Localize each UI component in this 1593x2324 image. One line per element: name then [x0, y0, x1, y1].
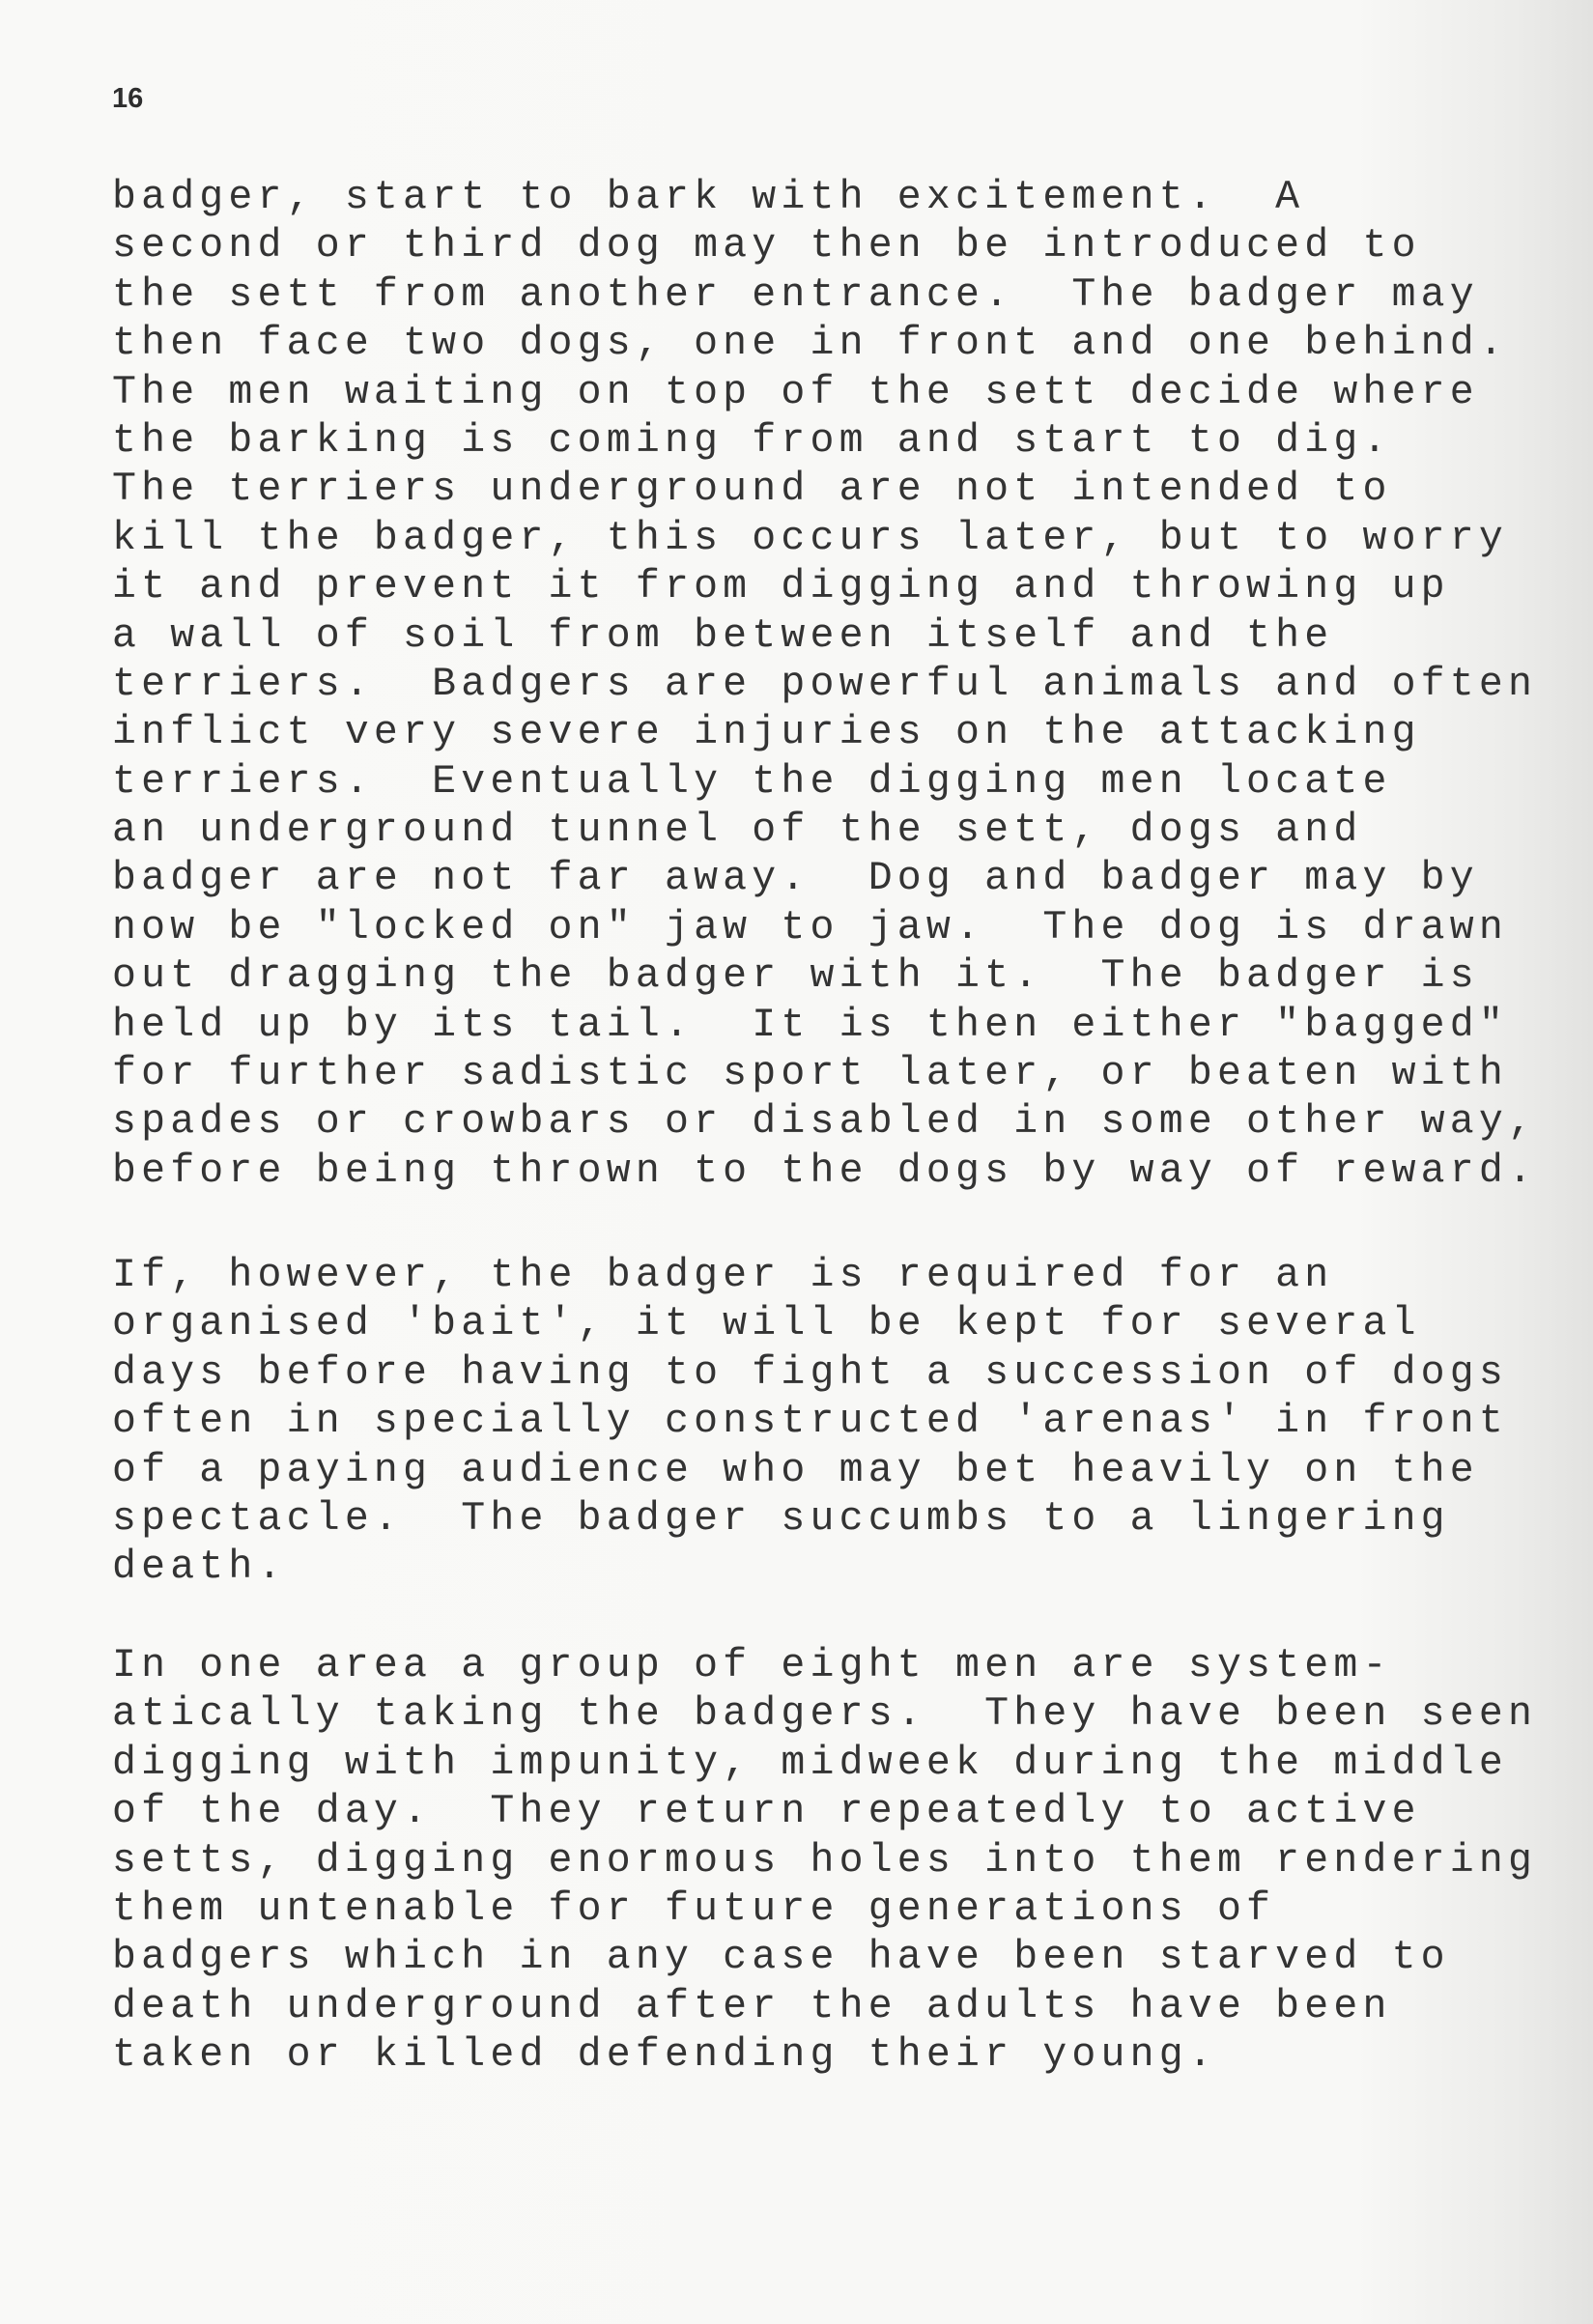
text-line: of a paying audience who may bet heavily on the: [112, 1447, 1479, 1493]
text-line: before being thrown to the dogs by way of reward.: [112, 1148, 1538, 1194]
text-line: The men waiting on top of the sett decide where: [112, 369, 1479, 415]
text-line: taken or killed defending their young.: [112, 2032, 1217, 2079]
text-line: kill the badger, this occurs later, but to worry: [112, 515, 1508, 561]
text-line: In one area a group of eight men are system-: [112, 1643, 1392, 1688]
text-line: terriers. Eventually the digging men locate: [112, 758, 1392, 805]
text-line: If, however, the badger is required for an: [112, 1253, 1334, 1298]
text-line: out dragging the badger with it. The badger is: [112, 953, 1479, 1000]
paragraph-group-of-men: [112, 1642, 1537, 2081]
text-line: second or third dog may then be introduced to: [112, 223, 1421, 269]
text-line: then face two dogs, one in front and one behind.: [112, 321, 1508, 367]
text-line: badger, start to bark with excitement. A: [112, 175, 1305, 220]
text-line: spectacle. The badger succumbs to a lingering: [112, 1495, 1450, 1542]
text-line: setts, digging enormous holes into them rendering: [112, 1837, 1538, 1884]
text-line: the barking is coming from and start to dig.: [112, 417, 1392, 464]
text-line: often in specially constructed 'arenas' in front: [112, 1399, 1508, 1445]
text-line: inflict very severe injuries on the attacking: [112, 710, 1421, 756]
text-line: death underground after the adults have been: [112, 1983, 1392, 2029]
text-line: them untenable for future generations of: [112, 1885, 1276, 1932]
text-line: atically taking the badgers. They have been seen: [112, 1691, 1538, 1738]
text-line: held up by its tail. It is then either "bagged": [112, 1002, 1508, 1048]
paragraph-organised-bait: [112, 1252, 1508, 1593]
text-line: badgers which in any case have been starved to: [112, 1935, 1450, 1981]
text-line: days before having to fight a succession of dogs: [112, 1349, 1508, 1396]
text-line: the sett from another entrance. The badger may: [112, 271, 1479, 318]
text-line: it and prevent it from digging and throwing up: [112, 564, 1450, 610]
text-line: of the day. They return repeatedly to active: [112, 1789, 1421, 1835]
text-line: spades or crowbars or disabled in some other way,: [112, 1099, 1538, 1146]
text-line: terriers. Badgers are powerful animals and often: [112, 661, 1538, 707]
text-line: now be "locked on" jaw to jaw. The dog is drawn: [112, 904, 1508, 950]
paragraph-badger-digging: [112, 174, 1537, 1196]
text-line: badger are not far away. Dog and badger may by: [112, 856, 1479, 902]
text-line: organised 'bait', it will be kept for several: [112, 1301, 1421, 1347]
text-line: The terriers underground are not intended to: [112, 467, 1392, 513]
text-line: a wall of soil from between itself and the: [112, 612, 1334, 659]
text-line: an underground tunnel of the sett, dogs and: [112, 808, 1363, 854]
page-number: 16: [112, 83, 144, 114]
text-line: digging with impunity, midweek during the middle: [112, 1740, 1508, 1786]
text-line: for further sadistic sport later, or beaten with: [112, 1051, 1508, 1097]
text-line: death.: [112, 1545, 287, 1591]
